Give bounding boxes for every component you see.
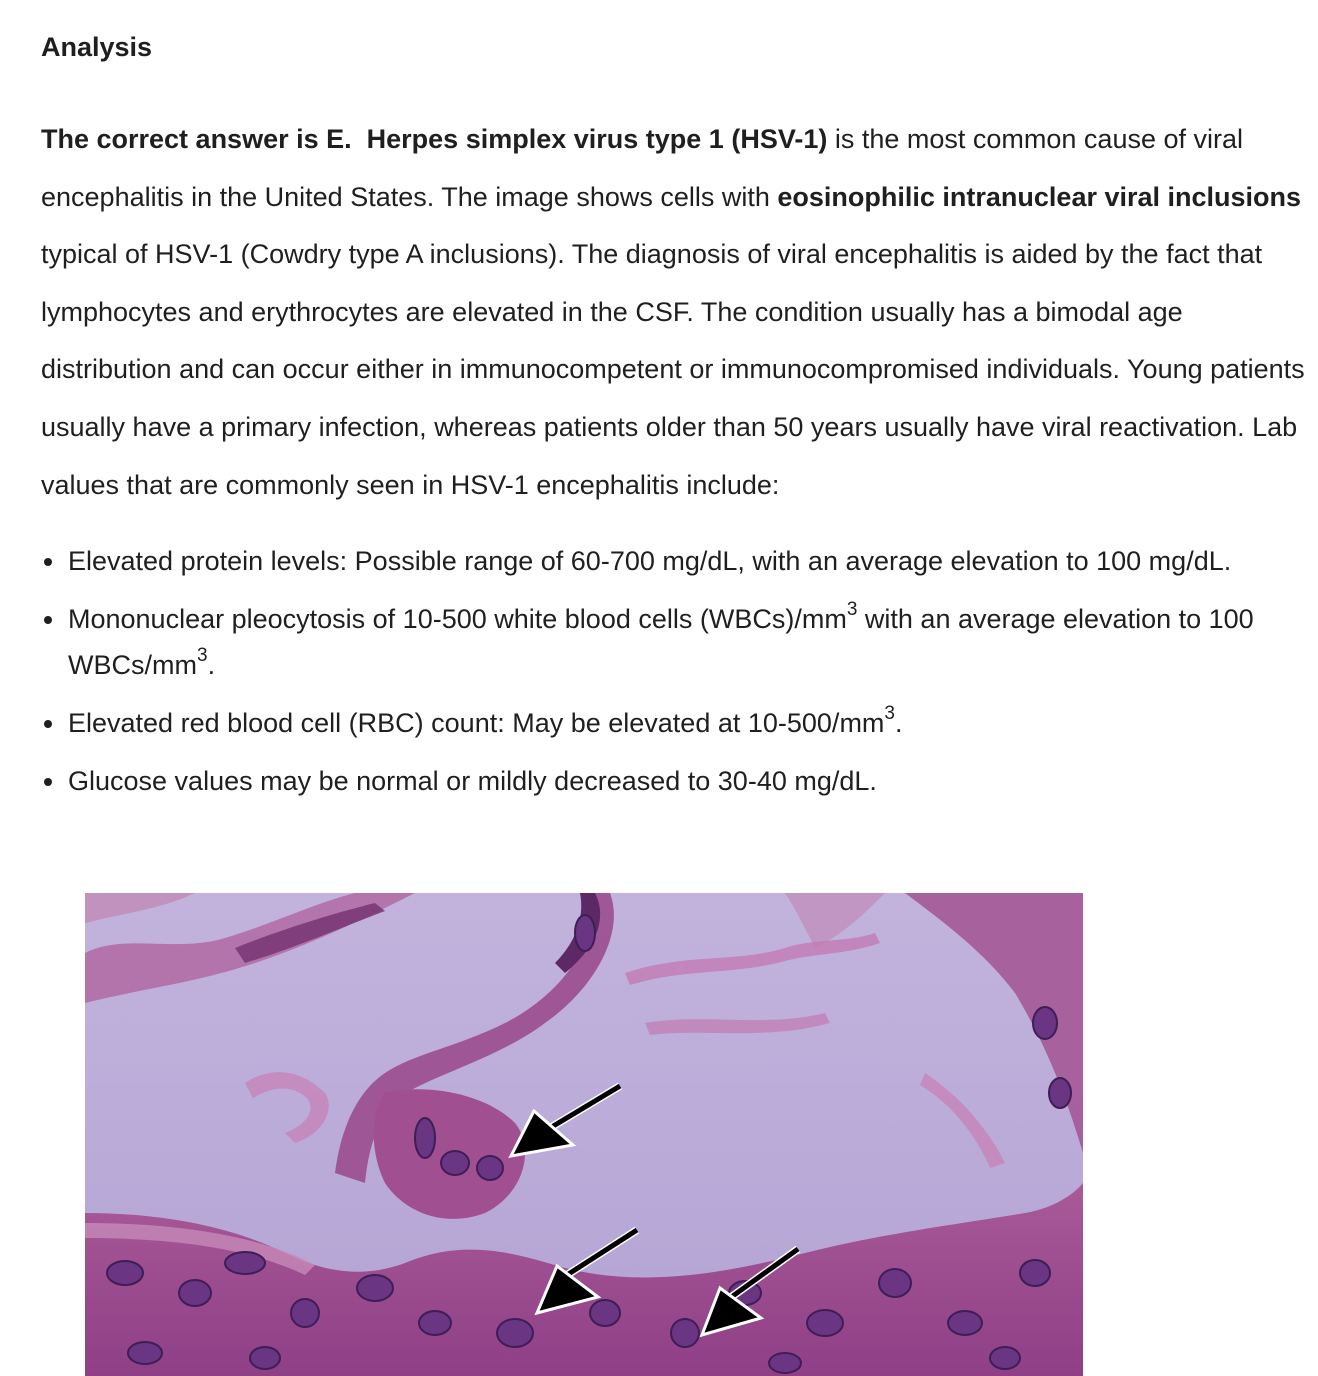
list-item bbox=[41, 596, 1316, 688]
superscript: 3 bbox=[846, 599, 858, 620]
pleocytosis-text-b: with an average elevation to 100 WBCs/mm bbox=[68, 604, 1254, 680]
correct-answer-lead: The correct answer is E. bbox=[41, 124, 352, 154]
pleocytosis-text-a: Mononuclear pleocytosis of 10-500 white blood cells (WBCs)/mm bbox=[68, 604, 847, 634]
lab-values-list bbox=[41, 538, 1316, 816]
rbc-text-b: . bbox=[895, 708, 903, 738]
protein-bullet-text: Elevated protein levels: Possible range of 60-700 mg/dL, with an average elevation to 100 mg/dL. bbox=[68, 546, 1232, 576]
rbc-text-a: Elevated red blood cell (RBC) count: May be elevated at 10-500/mm bbox=[68, 708, 885, 738]
list-item bbox=[41, 700, 1316, 746]
histology-svg bbox=[85, 893, 1083, 1376]
section-heading: Analysis bbox=[41, 32, 153, 62]
superscript: 3 bbox=[884, 703, 895, 724]
paragraph-text-2: typical of HSV-1 (Cowdry type A inclusions). The diagnosis of viral encephalitis is aided by the fact that lymphocytes and erythrocytes are elevated in the CSF. The condition usually has a bimodal age distribution and can occur either in immunocompetent or immunocompromised individuals. Young patients usually have a primary infection, whereas patients older than 50 years usually have viral reactivation. Lab values that are commonly seen in HSV-1 encephalitis include: bbox=[41, 239, 1305, 500]
paragraph-text-1: is the most common cause of viral encephalitis in the United States. The image shows cells with bbox=[41, 124, 1243, 212]
glucose-bullet-text: Glucose values may be normal or mildly decreased to 30-40 mg/dL. bbox=[68, 766, 877, 796]
list-item bbox=[41, 758, 1316, 804]
histology-image bbox=[85, 893, 1083, 1376]
virus-name: Herpes simplex virus type 1 (HSV-1) bbox=[366, 124, 828, 154]
pleocytosis-text-c: . bbox=[207, 650, 216, 680]
list-item bbox=[41, 538, 1316, 584]
superscript: 3 bbox=[196, 645, 208, 666]
inclusions-term: eosinophilic intranuclear viral inclusions bbox=[777, 181, 1302, 212]
analysis-paragraph bbox=[41, 111, 1311, 514]
